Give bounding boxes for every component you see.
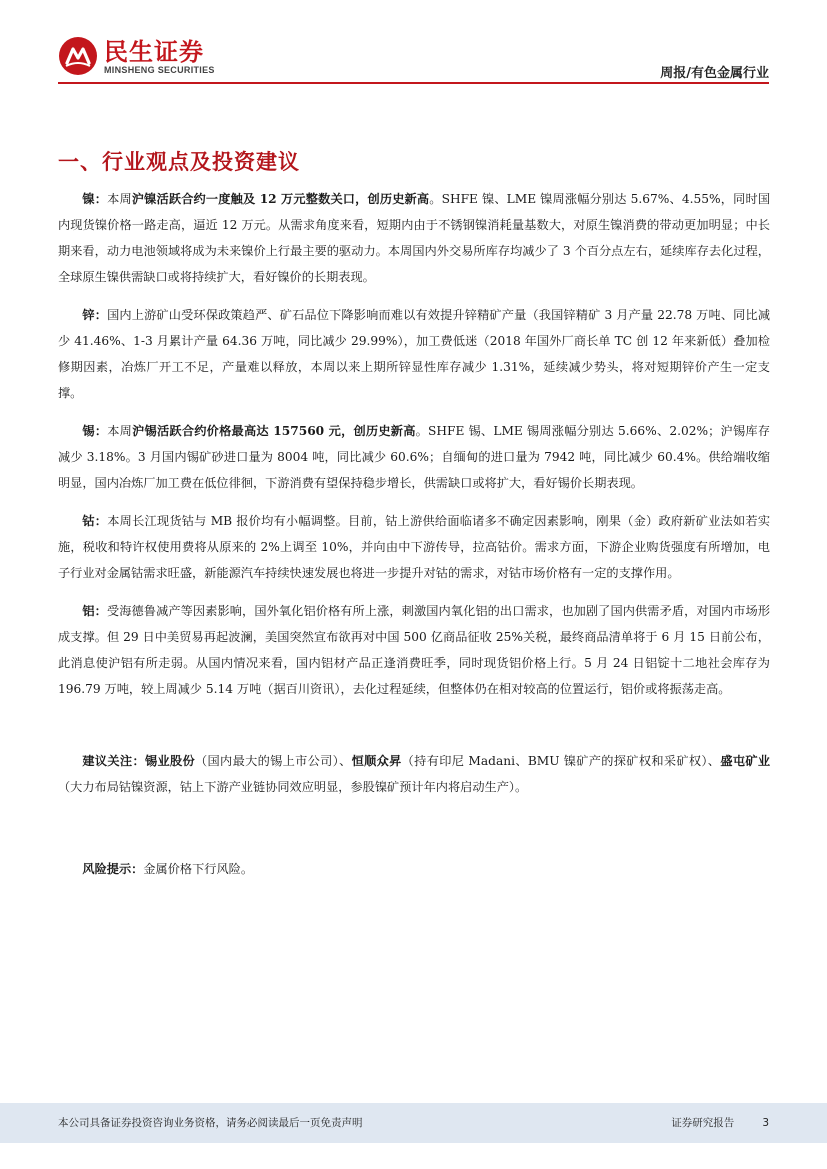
minsheng-logo-icon (58, 36, 98, 76)
highlight-nickel: 沪镍活跃合约一度触及 12 万元整数关口，创历史新高 (131, 192, 430, 206)
paragraph-recommend: 建议关注：锡业股份（国内最大的锡上市公司）、恒顺众昇（持有印尼 Madani、BMU 镍矿产的探矿权和采矿权）、盛屯矿业（大力布局钴镍资源，钴上下游产业链协同效应明显，参股镍矿预计年内将启动生产）。 (58, 754, 771, 794)
paragraph-risk: 风险提示：金属价格下行风险。 (82, 862, 254, 876)
label-risk: 风险提示： (82, 862, 144, 876)
report-type: 周报/有色金属行业 (660, 66, 769, 81)
paragraph-zinc: 锌：国内上游矿山受环保政策趋严、矿石品位下降影响而难以有效提升锌精矿产量（我国锌精矿 3 月产量 22.78 万吨、同比减少 41.46%、1-3 月累计产量 64.36 万吨，同比减少 29.99%），加工费低迷（2018 年国外厂商长单 TC 创 12 年来新低）叠加检修期因素，冶炼厂开工不足，产量难以释放，本周以来上期所锌显性库存减少 1.31%，延续减少势头，将对短期锌价产生一定支撑。 (58, 308, 771, 400)
report-body (58, 186, 770, 894)
stock-shengtun: 盛屯矿业 (720, 754, 771, 768)
label-aluminum: 铝： (82, 604, 107, 618)
section-title: 一、行业观点及投资建议 (58, 150, 300, 174)
label-zinc: 锌： (82, 308, 108, 322)
paragraph-aluminum: 铝：受海德鲁减产等因素影响，国外氧化铝价格有所上涨，刺激国内氧化铝的出口需求，也加剧了国内供需矛盾，对国内市场形成支撑。但 29 日中美贸易再起波澜，美国突然宣布欲再对中国 500 亿商品征收 25%关税，最终商品清单将于 6 月 15 日前公布，此消息使沪铝有所走弱。从国内情况来看，国内铝材产品正逢消费旺季，同时现货铝价格上行。5 月 24 日铝锭十二地社会库存为 196.79 万吨，较上周减少 5.14 万吨（据百川资讯），去化过程延续，但整体仍在相对较高的位置运行，铝价或将振荡走高。 (58, 604, 771, 696)
footer-right (671, 1115, 769, 1130)
footer-disclaimer: 本公司具备证券投资咨询业务资格，请务必阅读最后一页免责声明 (58, 1117, 363, 1129)
brand-name-en: MINSHENG SECURITIES (104, 65, 215, 75)
report-label: 证券研究报告 (671, 1117, 735, 1129)
stock-xiye: 锡业股份 (144, 754, 196, 768)
page-header (0, 0, 827, 86)
page-number: 3 (762, 1117, 769, 1129)
label-cobalt: 钴： (82, 514, 108, 528)
header-divider (58, 82, 769, 84)
label-nickel: 镍： (82, 192, 108, 206)
paragraph-cobalt: 钴：本周长江现货钴与 MB 报价均有小幅调整。目前，钴上游供给面临诸多不确定因素影响，刚果（金）政府新矿业法如若实施，税收和特许权使用费将从原来的 2%上调至 10%，并向由中下游传导，拉高钴价。需求方面，下游企业购货强度有所增加，电子行业对金属钴需求旺盛，新能源汽车持续快速发展也将进一步提升对钴的需求，对钴市场价格有一定的支撑作用。 (58, 514, 771, 580)
page-footer (0, 1103, 827, 1143)
highlight-tin: 沪锡活跃合约价格最高达 157560 元，创历史新高 (132, 424, 416, 438)
label-tin: 锡： (82, 424, 108, 438)
stock-hengshun: 恒顺众昇 (351, 754, 402, 768)
paragraph-nickel: 镍：本周沪镍活跃合约一度触及 12 万元整数关口，创历史新高。SHFE 镍、LME 镍周涨幅分别达 5.67%、4.55%，同时国内现货镍价格一路走高，逼近 12 万元。从需求角度来看，短期内由于不锈钢镍消耗量基数大，对原生镍消费的带动更加明显；中长期来看，动力电池领域将成为未来镍价上行最主要的驱动力。本周国内外交易所库存均减少了 3 个百分点左右，延续库存去化过程，全球原生镍供需缺口或将持续扩大，看好镍价的长期表现。 (58, 192, 771, 284)
paragraph-tin: 锡：本周沪锡活跃合约价格最高达 157560 元，创历史新高。SHFE 锡、LME 锡周涨幅分别达 5.66%、2.02%；沪锡库存减少 3.18%。3 月国内锡矿砂进口量为 8004 吨，同比减少 60.6%；自缅甸的进口量为 7942 吨，同比减少 60.4%。供给端收缩明显，国内冶炼厂加工费在低位徘徊，下游消费有望保持稳步增长，供需缺口或将扩大，看好锡价长期表现。 (58, 424, 771, 490)
label-recommend: 建议关注： (82, 754, 145, 768)
brand-name-cn: 民生证券 (104, 38, 204, 66)
